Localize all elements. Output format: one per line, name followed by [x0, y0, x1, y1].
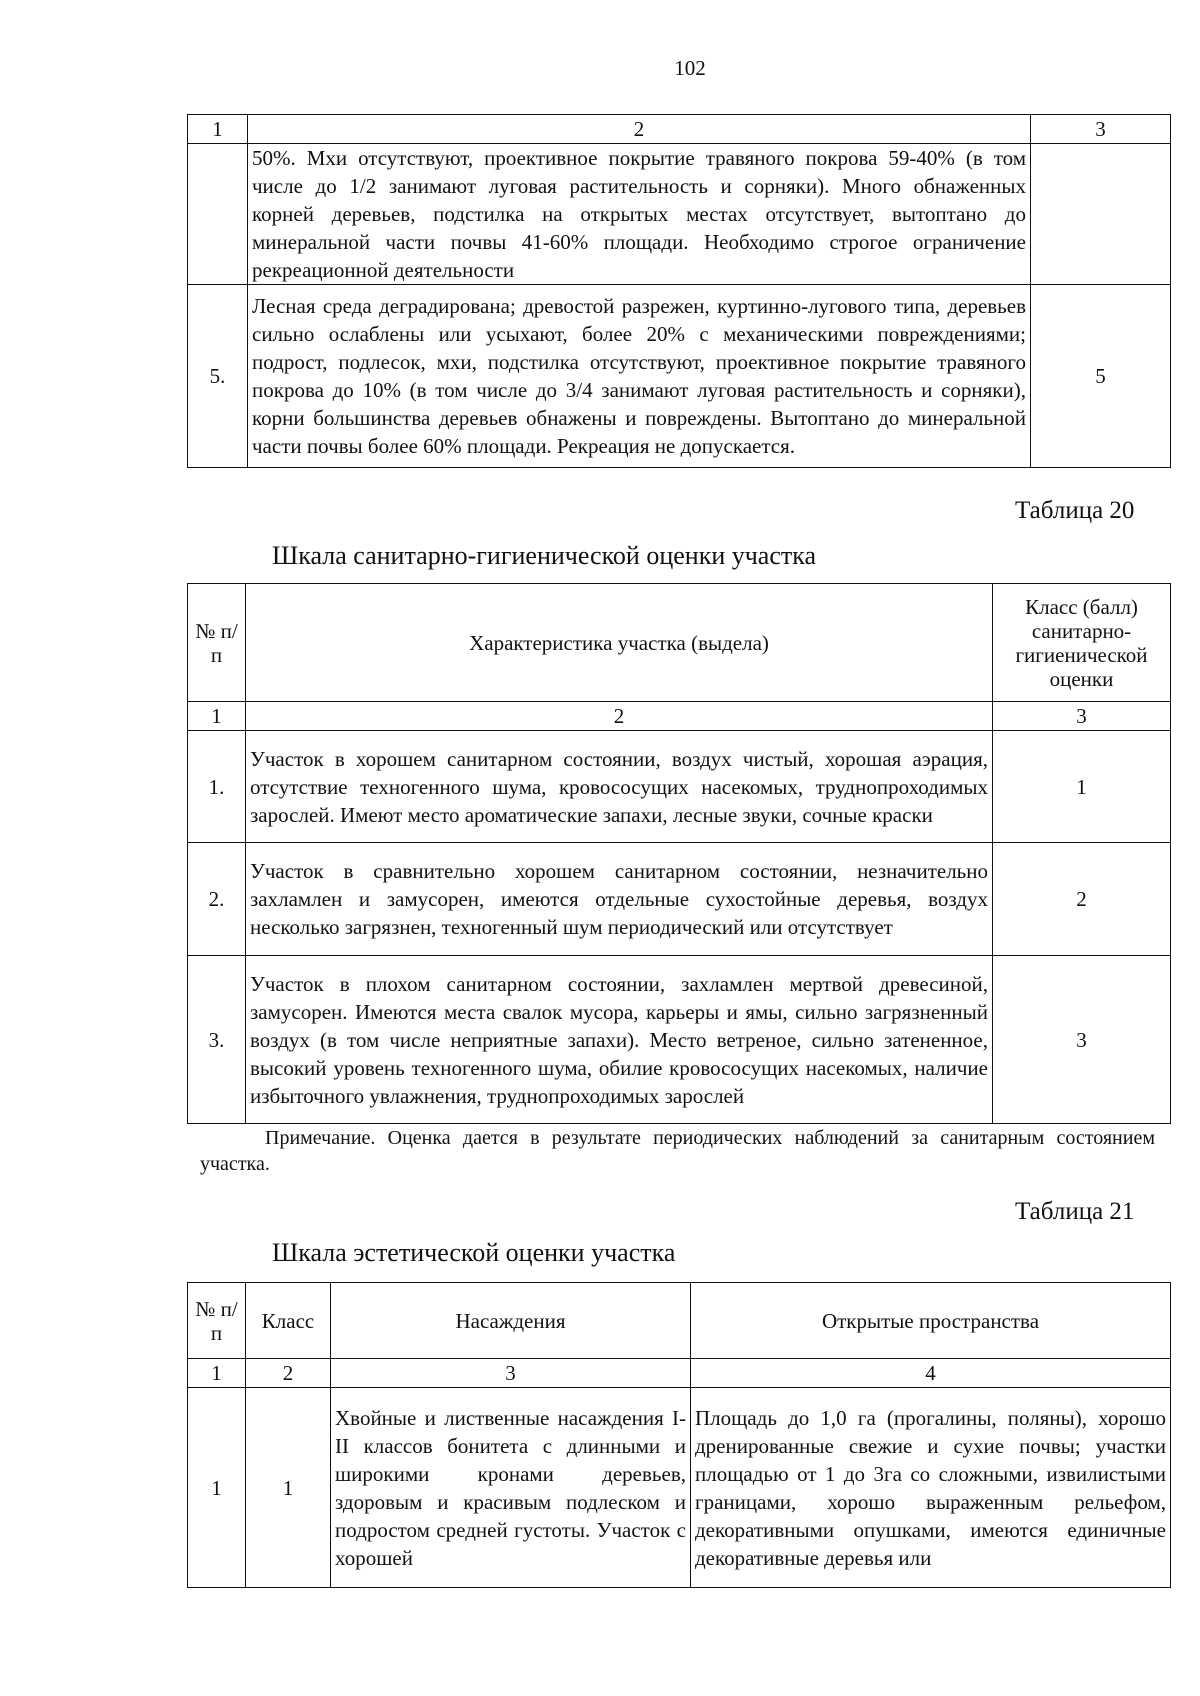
- table-row: [188, 285, 1171, 468]
- header-row: [188, 1283, 1171, 1359]
- table-row: [188, 1388, 1171, 1588]
- column-number-row: [188, 702, 1171, 731]
- column-number: 3: [331, 1359, 691, 1388]
- header-open-spaces: Открытые пространства: [691, 1283, 1171, 1359]
- column-number: 1: [188, 115, 248, 144]
- aesthetic-scale-table: [187, 1282, 1171, 1588]
- table-20-caption: Таблица 20: [1015, 497, 1135, 524]
- row-number: 1: [188, 1388, 246, 1588]
- row-open-spaces: Площадь до 1,0 га (прогалины, поляны), хорошо дренированные свежие и сухие почвы; участки площадью от 1 до 3га со сложными, извилистыми границами, хорошо выраженным рельефом, декоративными опушками, имеются единичные декоративные деревья или: [691, 1388, 1171, 1588]
- row-score: [1031, 144, 1171, 285]
- row-description: Лесная среда деградирована; древостой разрежен, куртинно-лугового типа, деревьев сильно ослаблены или усыхают, более 20% с механическими повреждениями; подрост, подлесок, мхи, подстилка отсутствуют, проективное покрытие травяного покрова до 10% (в том числе до 3/4 занимают луговая растительность и сорняки), корни большинства деревьев обнажены и повреждены. Вытоптано до минеральной части почвы более 60% площади. Рекреация не допускается.: [248, 285, 1031, 468]
- column-number-row: [188, 1359, 1171, 1388]
- table-row: [188, 144, 1171, 285]
- page-number: 102: [674, 56, 706, 80]
- continued-table: [187, 114, 1171, 468]
- row-class: 1: [246, 1388, 331, 1588]
- header-row: [188, 584, 1171, 702]
- column-number: 3: [1031, 115, 1171, 144]
- table-row: [188, 843, 1171, 956]
- row-description: 50%. Мхи отсутствуют, проективное покрытие травяного покрова 59-40% (в том числе до 1/2 занимают луговая растительность и сорняки). Много обнаженных корней деревьев, подстилка на открытых местах отсутствует, вытоптано до минеральной части почвы 41-60% площади. Необходимо строгое ограничение рекреационной деятельности: [248, 144, 1031, 285]
- sanitary-scale-table: [187, 583, 1171, 1124]
- row-number: 5.: [188, 285, 248, 468]
- header-class: Класс: [246, 1283, 331, 1359]
- row-number: 3.: [188, 956, 246, 1124]
- header-plantings: Насаждения: [331, 1283, 691, 1359]
- table-21-title: Шкала эстетической оценки участка: [272, 1238, 676, 1267]
- table-row: [188, 956, 1171, 1124]
- row-plantings: Хвойные и лиственные насаждения I-II классов бонитета с длинными и широкими кронами деревьев, здоровым и красивым подлеском и подростом средней густоты. Участок с хорошей: [331, 1388, 691, 1588]
- row-description: Участок в сравнительно хорошем санитарном состоянии, незначительно захламлен и замусорен, имеются отдельные сухостойные деревья, воздух несколько загрязнен, техногенный шум периодический или отсутствует: [246, 843, 993, 956]
- row-score: 2: [993, 843, 1171, 956]
- table-20-note: Примечание. Оценка дается в результате периодических наблюдений за санитарным состоянием участка.: [200, 1127, 1155, 1175]
- column-number: 1: [188, 1359, 246, 1388]
- header-class: Класс (балл) санитарно-гигиенической оценки: [993, 584, 1171, 702]
- row-description: Участок в плохом санитарном состоянии, захламлен мертвой древесиной, замусорен. Имеются места свалок мусора, карьеры и ямы, сильно загрязненный воздух (в том числе неприятные запахи). Место ветреное, сильно затененное, высокий уровень техногенного шума, обилие кровососущих насекомых, наличие избыточного увлажнения, труднопроходимых зарослей: [246, 956, 993, 1124]
- column-number: 3: [993, 702, 1171, 731]
- column-number: 2: [246, 1359, 331, 1388]
- column-number-row: [188, 115, 1171, 144]
- row-number: 2.: [188, 843, 246, 956]
- column-number: 2: [248, 115, 1031, 144]
- row-number: [188, 144, 248, 285]
- row-description: Участок в хорошем санитарном состоянии, воздух чистый, хорошая аэрация, отсутствие техногенного шума, кровососущих насекомых, труднопроходимых зарослей. Имеют место ароматические запахи, лесные звуки, сочные краски: [246, 731, 993, 843]
- column-number: 4: [691, 1359, 1171, 1388]
- row-score: 5: [1031, 285, 1171, 468]
- row-score: 1: [993, 731, 1171, 843]
- table-row: [188, 731, 1171, 843]
- header-number: № п/п: [188, 1283, 246, 1359]
- column-number: 1: [188, 702, 246, 731]
- row-score: 3: [993, 956, 1171, 1124]
- table-21-caption: Таблица 21: [1015, 1198, 1135, 1225]
- column-number: 2: [246, 702, 993, 731]
- header-number: № п/п: [188, 584, 246, 702]
- row-number: 1.: [188, 731, 246, 843]
- table-20-title: Шкала санитарно-гигиенической оценки участка: [272, 541, 817, 570]
- header-characteristic: Характеристика участка (выдела): [246, 584, 993, 702]
